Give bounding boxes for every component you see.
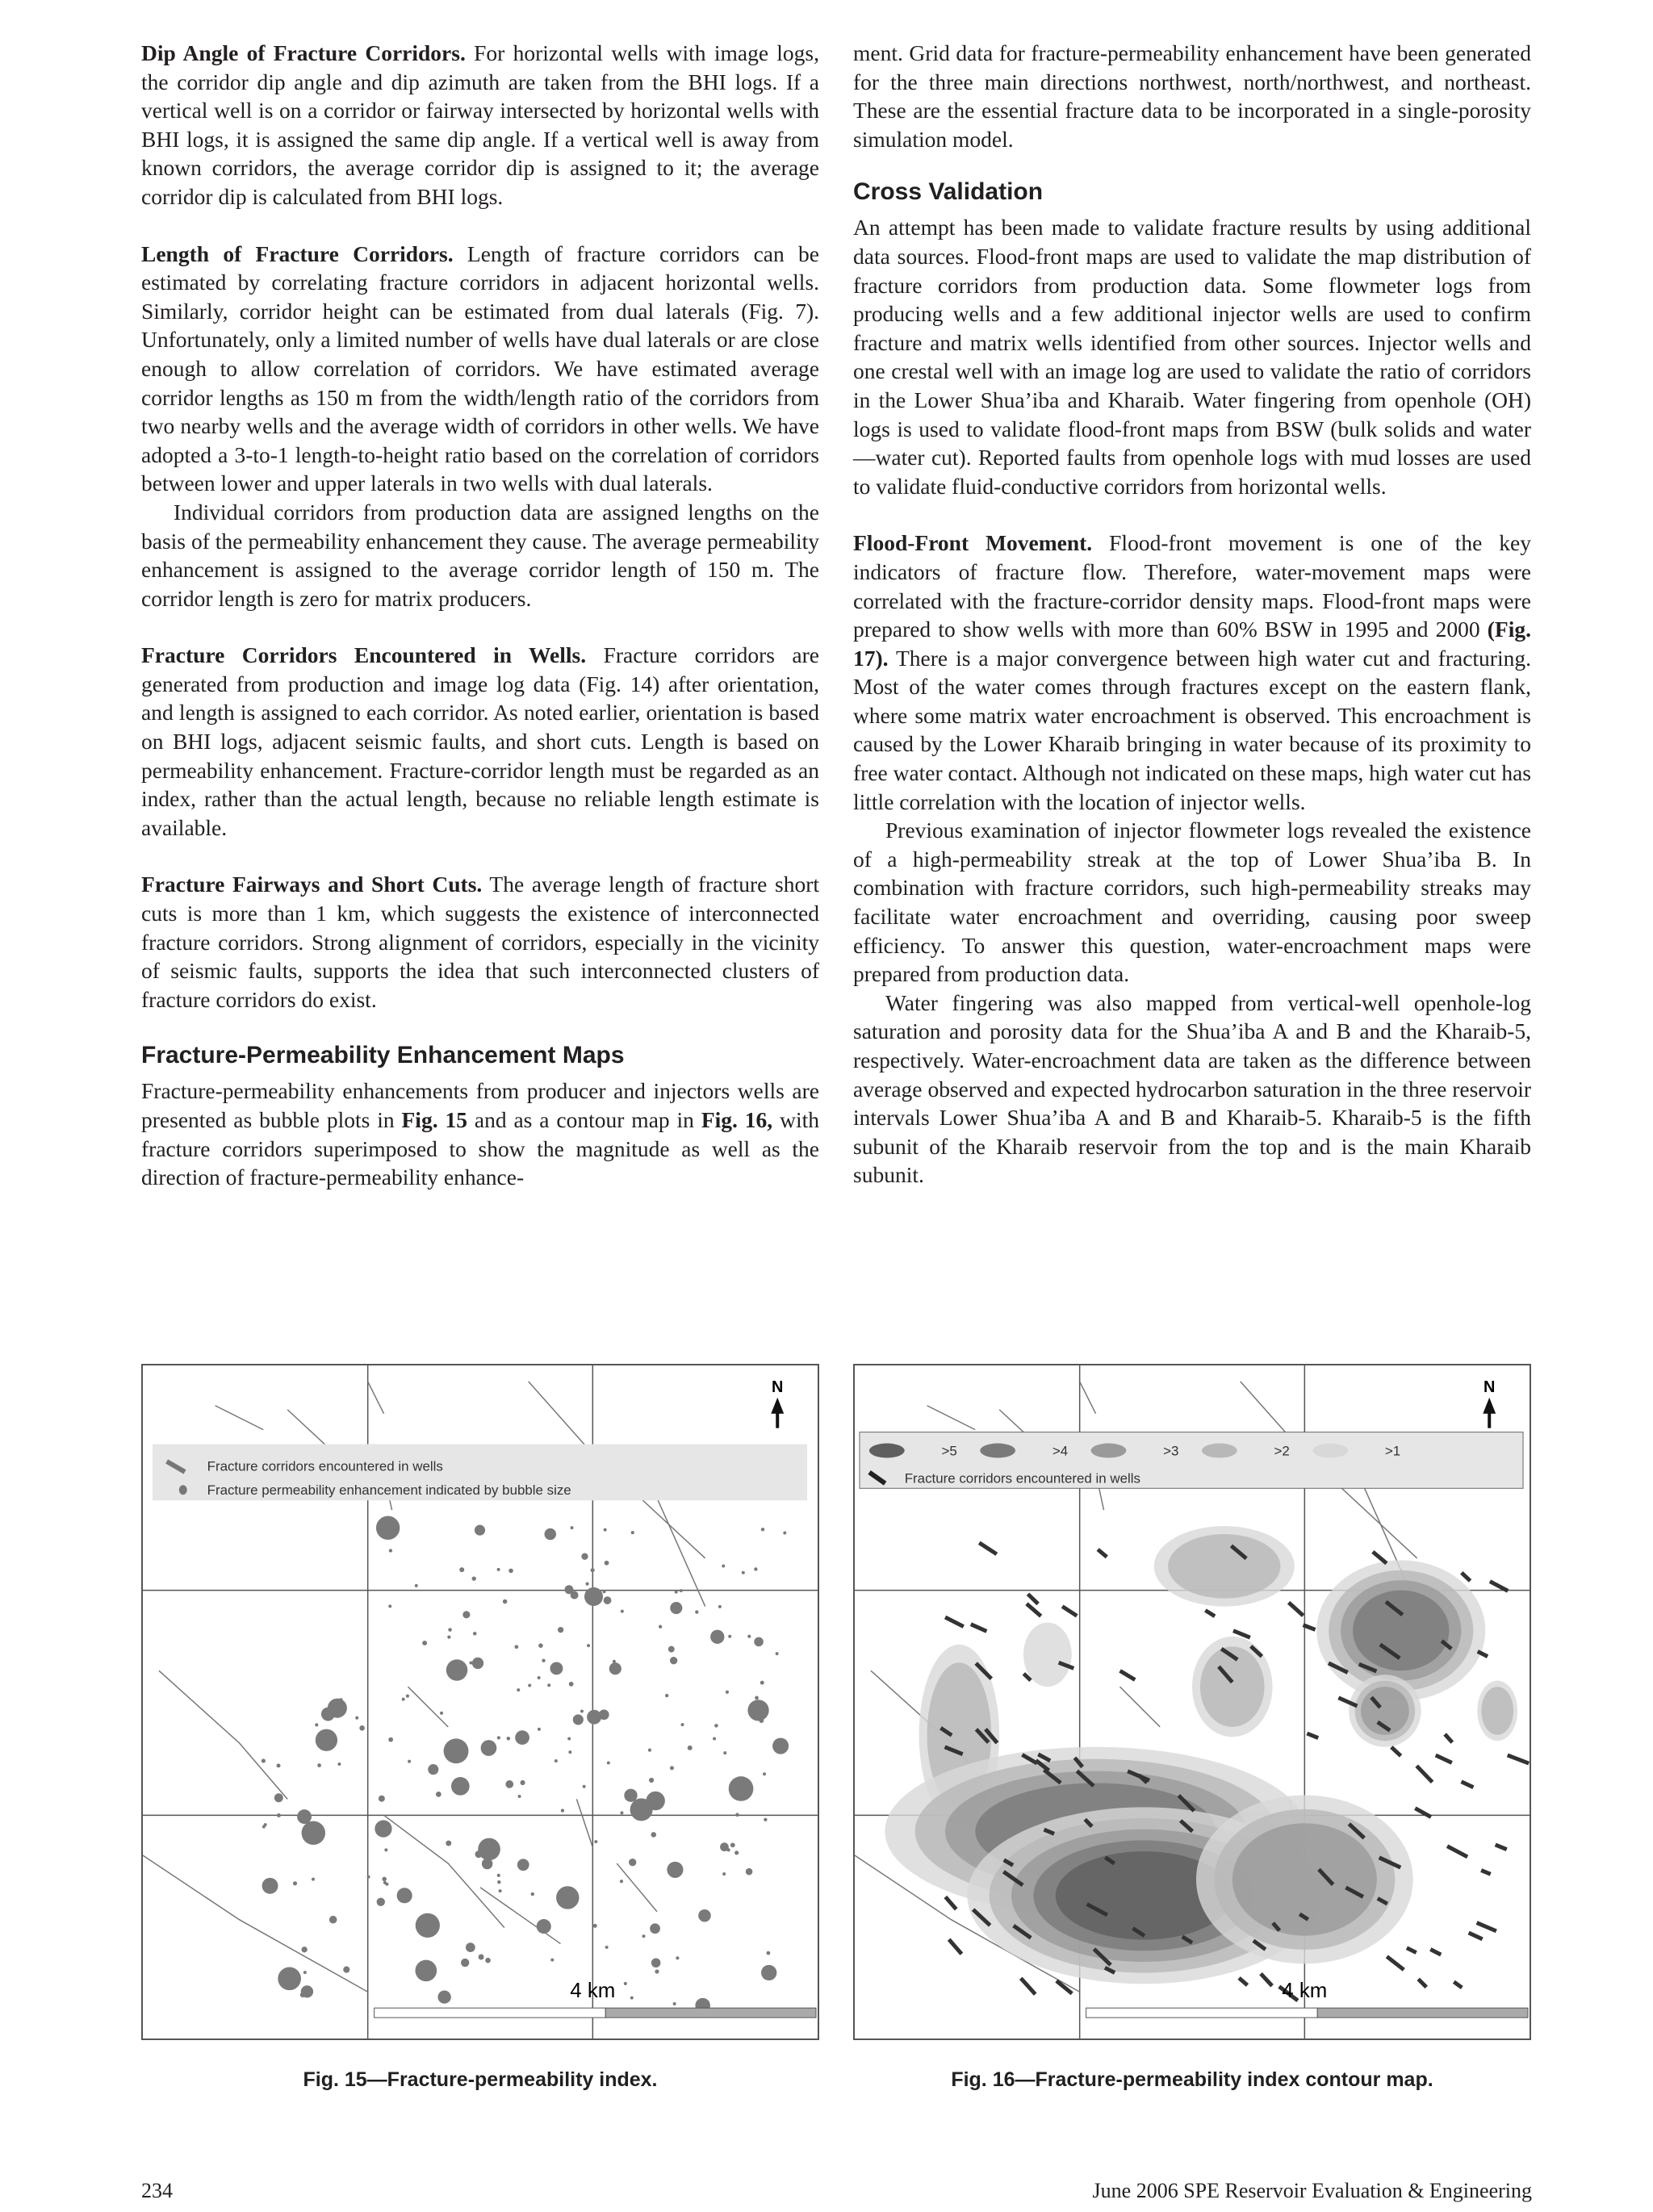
- permeability-bubble: [584, 1587, 603, 1606]
- permeability-bubble: [747, 1635, 751, 1638]
- figure-ref: Fig. 15: [401, 1107, 467, 1132]
- permeability-bubble: [722, 1565, 725, 1568]
- left-column: [141, 39, 819, 1192]
- permeability-bubble: [384, 1848, 387, 1851]
- figure-16-caption: Fig. 16—Fracture-permeability index contour map.: [951, 2068, 1433, 2091]
- permeability-bubble: [538, 1728, 541, 1731]
- permeability-bubble: [648, 1749, 651, 1752]
- permeability-bubble: [675, 1591, 678, 1594]
- permeability-bubble: [604, 1528, 607, 1532]
- permeability-bubble: [723, 1751, 726, 1754]
- permeability-bubble: [328, 1699, 347, 1718]
- permeability-bubble: [531, 1892, 534, 1896]
- text: Fracture corridors are generated from production and image log data (Fig. 14) after orientation, and length is assigned to each corridor. As noted earlier, orientation is based on BHI logs, adjacent seismic faults, and short cuts. Length is based on permeability enhancement. Fracture-corridor length must be regarded as an index, rather than the actual length, because no reliable length estimate is available.: [141, 642, 819, 840]
- scale-label: 4 km: [1282, 1980, 1328, 2003]
- permeability-bubble: [651, 1958, 661, 1967]
- permeability-bubble: [594, 1840, 597, 1843]
- permeability-bubble: [497, 1874, 500, 1877]
- permeability-bubble: [302, 1821, 325, 1845]
- fault-line: [576, 1799, 592, 1847]
- paragraph: [141, 1077, 819, 1191]
- run-in-heading: Fracture Fairways and Short Cuts.: [141, 872, 483, 897]
- contour-region: [1200, 1646, 1265, 1727]
- permeability-bubble: [382, 1877, 387, 1882]
- fault-line: [143, 1855, 368, 1992]
- fault-line: [927, 1406, 976, 1430]
- permeability-bubble: [277, 1763, 281, 1767]
- permeability-bubble: [573, 1714, 584, 1725]
- permeability-bubble: [359, 1725, 365, 1731]
- permeability-bubble: [264, 1823, 267, 1826]
- permeability-bubble: [517, 1688, 520, 1691]
- permeability-bubble: [603, 1590, 606, 1593]
- fracture-corridor-mark: [1119, 1669, 1136, 1681]
- fault-line: [617, 1863, 657, 1912]
- permeability-bubble: [317, 1763, 321, 1767]
- permeability-bubble: [408, 1760, 411, 1763]
- section-heading: Cross Validation: [853, 178, 1044, 206]
- permeability-bubble: [561, 1808, 564, 1812]
- permeability-bubble: [472, 1576, 476, 1580]
- permeability-bubble: [670, 1602, 682, 1614]
- permeability-bubble: [485, 1958, 491, 1963]
- section-heading: Fracture-Permeability Enhancement Maps: [141, 1042, 625, 1069]
- permeability-bubble: [620, 1811, 623, 1814]
- permeability-bubble: [680, 1589, 683, 1592]
- permeability-bubble: [761, 1965, 776, 1980]
- permeability-bubble: [416, 1913, 440, 1938]
- permeability-bubble: [542, 1658, 545, 1662]
- permeability-bubble: [377, 1898, 385, 1906]
- permeability-bubble: [444, 1738, 469, 1763]
- scale-bar-white: [1086, 2008, 1318, 2018]
- figure-ref: (Fig. 17).: [853, 617, 1531, 671]
- contour-level-swatch: [1312, 1444, 1348, 1458]
- permeability-bubble: [776, 1652, 779, 1655]
- permeability-bubble: [761, 1528, 764, 1531]
- permeability-bubble: [459, 1567, 464, 1572]
- permeability-bubble: [609, 1662, 621, 1675]
- permeability-bubble: [538, 1643, 543, 1648]
- permeability-bubble: [642, 1934, 646, 1938]
- contour-level-swatch: [980, 1444, 1015, 1458]
- permeability-bubble: [583, 1785, 586, 1788]
- fault-line: [1080, 1382, 1096, 1414]
- permeability-bubble: [388, 1604, 391, 1608]
- contour-level-label: >1: [1384, 1443, 1401, 1459]
- permeability-bubble: [473, 1632, 477, 1636]
- permeability-bubble: [755, 1696, 759, 1700]
- permeability-bubble: [650, 1923, 660, 1934]
- permeability-bubble: [556, 1886, 579, 1909]
- permeability-bubble: [571, 1526, 574, 1529]
- permeability-bubble: [277, 1813, 281, 1817]
- fracture-corridor-mark: [1468, 1931, 1484, 1941]
- permeability-bubble: [742, 1571, 745, 1574]
- fracture-corridor-mark: [1446, 1844, 1468, 1859]
- contour-level-label: >2: [1274, 1443, 1290, 1459]
- fracture-corridor-mark: [1390, 1746, 1402, 1758]
- permeability-bubble: [505, 1780, 513, 1788]
- permeability-bubble: [343, 1967, 349, 1973]
- permeability-bubble: [515, 1730, 529, 1745]
- permeability-bubble: [428, 1764, 438, 1775]
- fracture-corridor-mark: [1453, 1980, 1463, 1989]
- permeability-bubble: [499, 1889, 502, 1892]
- fault-line: [368, 1382, 384, 1414]
- permeability-bubble: [316, 1729, 337, 1751]
- paragraph: ment. Grid data for fracture-permeability enhancement have been generated for the three main directions northwest, north/northwest, and northeast. These are the essential fracture data to be incorporated in a single-porosity simulation model.: [853, 40, 1531, 152]
- permeability-bubble: [759, 1718, 764, 1723]
- permeability-bubble: [508, 1569, 513, 1574]
- permeability-bubble: [406, 1695, 409, 1698]
- fracture-corridor-mark: [1443, 1733, 1454, 1744]
- fracture-corridor-mark: [1414, 1807, 1432, 1819]
- run-in-heading: Dip Angle of Fracture Corridors.: [141, 40, 466, 65]
- permeability-bubble: [301, 1985, 313, 1997]
- fracture-corridor-mark: [1237, 1976, 1249, 1987]
- permeability-bubble: [568, 1750, 571, 1754]
- permeability-bubble: [301, 1946, 307, 1952]
- permeability-bubble: [274, 1793, 283, 1802]
- permeability-bubble: [520, 1780, 525, 1785]
- fracture-corridor-mark: [1415, 1764, 1433, 1783]
- permeability-bubble: [605, 1561, 609, 1566]
- permeability-bubble: [451, 1777, 470, 1796]
- fault-line: [384, 1815, 504, 1927]
- permeability-bubble: [591, 1568, 595, 1572]
- permeability-bubble: [766, 1951, 770, 1955]
- permeability-bubble: [760, 1681, 764, 1685]
- contour-level-swatch: [1202, 1444, 1237, 1458]
- contour-region: [1168, 1534, 1280, 1599]
- permeability-bubble: [665, 1694, 668, 1697]
- permeability-bubble: [389, 1549, 392, 1552]
- contour-level-swatch: [869, 1444, 905, 1458]
- permeability-bubble: [422, 1641, 427, 1645]
- fracture-corridor-mark: [1429, 1947, 1442, 1956]
- permeability-bubble: [730, 1842, 735, 1847]
- paragraph: [853, 529, 1531, 816]
- permeability-bubble: [587, 1644, 590, 1647]
- permeability-bubble: [631, 1531, 634, 1534]
- permeability-bubble: [514, 1645, 518, 1649]
- fault-line: [216, 1406, 264, 1430]
- permeability-bubble: [402, 1698, 405, 1701]
- permeability-bubble: [528, 1684, 531, 1687]
- permeability-bubble: [482, 1859, 493, 1870]
- permeability-bubble: [303, 1971, 307, 1974]
- permeability-bubble: [695, 1610, 698, 1613]
- permeability-bubble: [436, 1792, 441, 1797]
- permeability-bubble: [613, 1660, 616, 1663]
- fracture-corridor-mark: [1204, 1608, 1216, 1618]
- permeability-bubble: [355, 1716, 358, 1720]
- contour-level-label: >4: [1052, 1443, 1069, 1459]
- permeability-bubble: [469, 1662, 472, 1665]
- fracture-corridor-mark: [948, 1938, 963, 1955]
- permeability-bubble: [517, 1859, 529, 1871]
- text: with fracture corridors superimposed to show the magnitude as well as the direction of fracture-permeability enhance-: [141, 1107, 819, 1190]
- permeability-bubble: [507, 1737, 511, 1741]
- permeability-bubble: [297, 1809, 312, 1824]
- permeability-bubble: [497, 1736, 500, 1739]
- bubble-map: [143, 1365, 818, 2038]
- permeability-bubble: [312, 1878, 315, 1881]
- paragraph: [141, 641, 819, 842]
- fracture-corridor-mark: [1461, 1780, 1475, 1789]
- permeability-bubble: [537, 1919, 551, 1934]
- text: There is a major convergence between high water cut and fracturing. Most of the water comes through fractures except on the eastern flank, where some matrix water encroachment is observed. This encroachment is caused by the Lower Kharaib bringing in water because of its proximity to free water contact. Although not indicated on these maps, high water cut has little correlation with the location of injector wells.: [853, 645, 1532, 814]
- permeability-bubble: [587, 1710, 601, 1725]
- permeability-bubble: [379, 1796, 385, 1802]
- contour-level-swatch: [1091, 1444, 1127, 1458]
- fault-line: [159, 1670, 287, 1799]
- text: Flood-front movement is one of the key indicators of fracture flow. Therefore, water-movement maps were correlated with the fracture-corridor density maps. Flood-front maps were prepared to show wells with more than 60% BSW in 1995 and 2000: [853, 530, 1532, 642]
- paragraph: An attempt has been made to validate fracture results by using additional data sources. Flood-front maps are used to validate the map distribution of fracture corridors from production data. Some flowmeter logs from producing wells and a few additional injector wells are used to confirm fracture and matrix wells identified from other sources. Injector wells and one crestal well with an image log are used to validate the ratio of corridors in the Lower Shua’iba and Kharaib. Water fingering from openhole (OH) logs is used to validate flood-front maps from BSW (bulk solids and water—water cut). Reported faults from openhole logs with mud losses are used to validate fluid-conductive corridors from horizontal wells.: [853, 215, 1531, 499]
- paragraph: Individual corridors from production data are assigned lengths on the basis of the permeability enhancement they cause. The average permeability enhancement is assigned to the average corridor length of 150 m. The corridor length is zero for matrix producers.: [141, 499, 819, 611]
- permeability-bubble: [764, 1818, 767, 1821]
- legend-label: Fracture permeability enhancement indicated by bubble size: [207, 1482, 571, 1499]
- permeability-bubble: [545, 1528, 557, 1541]
- permeability-bubble: [670, 1657, 677, 1664]
- permeability-bubble: [655, 1970, 659, 1974]
- permeability-bubble: [571, 1591, 579, 1599]
- fracture-corridor-mark: [1061, 1604, 1078, 1617]
- permeability-bubble: [670, 1766, 674, 1770]
- permeability-bubble: [262, 1758, 266, 1762]
- permeability-bubble: [746, 1868, 753, 1875]
- permeability-bubble: [415, 1960, 437, 1982]
- permeability-bubble: [472, 1658, 483, 1669]
- permeability-bubble: [437, 1990, 450, 2003]
- permeability-bubble: [607, 1761, 610, 1764]
- run-in-heading: Flood-Front Movement.: [853, 530, 1093, 556]
- permeability-bubble: [624, 1982, 627, 1985]
- fracture-corridor-mark: [944, 1616, 965, 1629]
- permeability-bubble: [446, 1841, 451, 1846]
- permeability-bubble: [676, 1956, 679, 1959]
- permeability-bubble: [754, 1637, 764, 1647]
- fracture-corridor-mark: [978, 1541, 998, 1556]
- permeability-bubble: [376, 1516, 400, 1540]
- fracture-corridor-mark: [1507, 1754, 1530, 1766]
- north-arrow-icon: [1483, 1398, 1496, 1428]
- figure-15-caption: Fig. 15—Fracture-permeability index.: [303, 2068, 658, 2091]
- permeability-bubble: [503, 1599, 508, 1604]
- permeability-bubble: [466, 1942, 475, 1952]
- permeability-bubble: [593, 1924, 597, 1928]
- figure-16: [853, 1364, 1531, 2040]
- text: For horizontal wells with image logs, the corridor dip angle and dip azimuth are taken from the BHI logs. If a vertical well is on a corridor or fairway intersected by horizontal wells with BHI logs, it is assigned the same dip angle. If a vertical well is away from known corridors, the average corridor dip is assigned to it; the average corridor dip is calculated from BHI logs.: [141, 40, 820, 209]
- paragraph: [141, 870, 819, 1014]
- paragraph: Previous examination of injector flowmeter logs revealed the existence of a high-permeability streak at the top of Lower Shua’iba B. In combination with fracture corridors, such high-permeability streaks may facilitate water encroachment and overriding, causing poor sweep efficiency. To answer this question, water-encroachment maps were prepared from production data.: [853, 817, 1531, 987]
- permeability-bubble: [397, 1888, 412, 1903]
- bubble-legend-icon: [179, 1485, 187, 1495]
- permeability-bubble: [448, 1628, 452, 1632]
- permeability-bubble: [293, 1881, 297, 1885]
- permeability-bubble: [315, 1723, 318, 1726]
- permeability-bubble: [462, 1611, 470, 1618]
- permeability-bubble: [329, 1916, 337, 1924]
- contour-region: [1023, 1622, 1072, 1687]
- contour-map: [855, 1365, 1530, 2038]
- contour-level-label: >5: [941, 1443, 957, 1459]
- permeability-bubble: [620, 1880, 623, 1883]
- north-arrow-icon: [771, 1398, 784, 1428]
- fault-line: [1119, 1687, 1160, 1727]
- permeability-bubble: [337, 1762, 341, 1766]
- permeability-bubble: [649, 1778, 654, 1783]
- paragraph: [141, 39, 819, 211]
- fracture-corridor-mark: [1460, 1571, 1471, 1583]
- fracture-corridor-mark: [1259, 1972, 1274, 1987]
- permeability-bubble: [713, 1737, 716, 1740]
- permeability-bubble: [339, 1698, 342, 1701]
- scale-bar-grey: [605, 2008, 816, 2018]
- permeability-bubble: [763, 1772, 766, 1775]
- permeability-bubble: [720, 1842, 729, 1851]
- permeability-bubble: [461, 1959, 469, 1967]
- permeability-bubble: [735, 1813, 739, 1817]
- permeability-bubble: [688, 1746, 693, 1750]
- run-in-heading: Fracture Corridors Encountered in Wells.: [141, 642, 587, 668]
- text: Fracture-permeability enhancements from producer and injectors wells are presented as bubble plots in: [141, 1078, 819, 1132]
- paragraph: Water fingering was also mapped from vertical-well openhole-log saturation and porosity data for the Shua’iba A and B and the Kharaib-5, respectively. Water-encroachment data are taken as the difference between average observed and expected hydrocarbon saturation in the three reservoir intervals Lower Shua’iba A and B and Kharaib-5. Kharaib-5 is the fifth subunit of the Kharaib reservoir from the top and is the main Kharaib subunit.: [853, 989, 1531, 1188]
- figure-ref: Fig. 16,: [701, 1107, 773, 1132]
- permeability-bubble: [621, 1610, 624, 1613]
- fracture-corridor-mark: [1019, 1977, 1037, 1996]
- scale-bar-grey: [1317, 2008, 1528, 2018]
- permeability-bubble: [659, 1625, 662, 1629]
- permeability-bubble: [624, 1789, 637, 1802]
- permeability-bubble: [278, 1967, 301, 1991]
- permeability-bubble: [550, 1662, 563, 1675]
- contour-region: [1353, 1591, 1449, 1671]
- permeability-bubble: [605, 1946, 609, 1949]
- permeability-bubble: [681, 1723, 684, 1726]
- contour-region: [1481, 1687, 1513, 1735]
- permeability-bubble: [415, 1584, 418, 1587]
- paragraph: [141, 240, 819, 498]
- permeability-bubble: [728, 1635, 731, 1638]
- figure-15: [141, 1364, 819, 2040]
- permeability-bubble: [550, 1959, 554, 1962]
- run-in-heading: Length of Fracture Corridors.: [141, 240, 454, 266]
- permeability-bubble: [447, 1635, 450, 1638]
- permeability-bubble: [698, 1909, 711, 1922]
- permeability-bubble: [567, 1737, 571, 1740]
- permeability-bubble: [475, 1525, 485, 1536]
- permeability-bubble: [772, 1737, 789, 1754]
- scale-bar-white: [375, 2008, 606, 2018]
- permeability-bubble: [714, 1724, 718, 1728]
- permeability-bubble: [651, 1832, 656, 1838]
- permeability-bubble: [667, 1862, 683, 1878]
- fracture-corridor-mark: [944, 1896, 957, 1911]
- permeability-bubble: [497, 1568, 500, 1571]
- permeability-bubble: [446, 1659, 467, 1680]
- fracture-corridor-mark: [1287, 1601, 1304, 1617]
- permeability-bubble: [538, 1676, 541, 1679]
- permeability-bubble: [569, 1682, 574, 1687]
- contour-level-label: >3: [1163, 1443, 1179, 1459]
- fracture-corridor-mark: [1476, 1921, 1497, 1933]
- fracture-corridor-mark: [1406, 1946, 1417, 1955]
- text: and as a contour map in: [467, 1107, 701, 1132]
- permeability-bubble: [754, 1567, 757, 1570]
- legend-label: Fracture corridors encountered in wells: [207, 1458, 443, 1474]
- permeability-bubble: [734, 1850, 739, 1854]
- permeability-bubble: [262, 1878, 278, 1894]
- fracture-corridor-mark: [1306, 1732, 1319, 1740]
- permeability-bubble: [554, 1759, 558, 1762]
- permeability-bubble: [558, 1627, 563, 1633]
- permeability-bubble: [479, 1955, 484, 1960]
- page-number: 234: [141, 2179, 173, 2202]
- permeability-bubble: [481, 1740, 497, 1756]
- permeability-bubble: [383, 1881, 387, 1884]
- fracture-corridor-mark: [970, 1622, 988, 1633]
- permeability-bubble: [367, 1875, 370, 1879]
- text: The average length of fracture short cuts is more than 1 km, which suggests the existence of interconnected fracture corridors. Strong alignment of corridors, especially in the vicinity of seismic faults, supports the idea that such interconnected clusters of fracture corridors do exist.: [141, 872, 819, 1012]
- permeability-bubble: [646, 1792, 664, 1810]
- permeability-bubble: [585, 1583, 588, 1586]
- permeability-bubble: [726, 1691, 729, 1694]
- permeability-bubble: [718, 1605, 722, 1608]
- text: Length of fracture corridors can be estimated by correlating fracture corridors in adjacent horizontal wells. Similarly, corridor height can be estimated from dual laterals (Fig. 7). Unfortunately, only a limited number of wells have dual laterals or are close enough to allow correlation of corridors. We have estimated average corridor lengths as 150 m from the width/length ratio of the corridors from two nearby wells and the average width of corridors in other wells. We have adopted a 3-to-1 length-to-height ratio based on the correlation of corridors between lower and upper laterals in two wells with dual laterals.: [141, 240, 819, 496]
- scale-label: 4 km: [570, 1980, 616, 2003]
- fracture-corridor-mark: [1495, 1843, 1508, 1851]
- permeability-bubble: [673, 2002, 676, 2005]
- fracture-corridor-mark: [1386, 1955, 1405, 1971]
- permeability-bubble: [710, 1630, 724, 1644]
- permeability-bubble: [629, 1859, 636, 1866]
- permeability-bubble: [547, 1683, 550, 1687]
- permeability-bubble: [440, 1712, 443, 1715]
- fracture-corridor-mark: [1480, 1868, 1491, 1875]
- fracture-corridor-mark: [1417, 1978, 1428, 1989]
- fracture-corridor-mark: [1025, 1602, 1042, 1617]
- permeability-bubble: [630, 1997, 634, 2000]
- permeability-bubble: [747, 1700, 768, 1721]
- fault-line: [408, 1687, 448, 1727]
- fracture-corridor-mark: [1435, 1754, 1453, 1765]
- permeability-bubble: [783, 1532, 786, 1535]
- permeability-bubble: [722, 1872, 726, 1875]
- permeability-bubble: [388, 1737, 393, 1742]
- fracture-corridor-mark: [1097, 1548, 1108, 1558]
- fault-line: [480, 1888, 561, 1944]
- permeability-bubble: [518, 1795, 521, 1798]
- journal-footer: June 2006 SPE Reservoir Evaluation & Engineering: [1092, 2179, 1532, 2202]
- permeability-bubble: [497, 1880, 500, 1884]
- permeability-bubble: [478, 1838, 500, 1861]
- permeability-bubble: [604, 1596, 612, 1604]
- permeability-bubble: [580, 1709, 584, 1712]
- legend-label: Fracture corridors encountered in wells: [904, 1470, 1140, 1487]
- right-column: [853, 39, 1531, 1190]
- permeability-bubble: [375, 1820, 391, 1837]
- permeability-bubble: [581, 1553, 588, 1559]
- north-label: N: [772, 1378, 784, 1396]
- north-label: N: [1484, 1378, 1496, 1396]
- permeability-bubble: [729, 1776, 754, 1801]
- permeability-bubble: [668, 1646, 675, 1653]
